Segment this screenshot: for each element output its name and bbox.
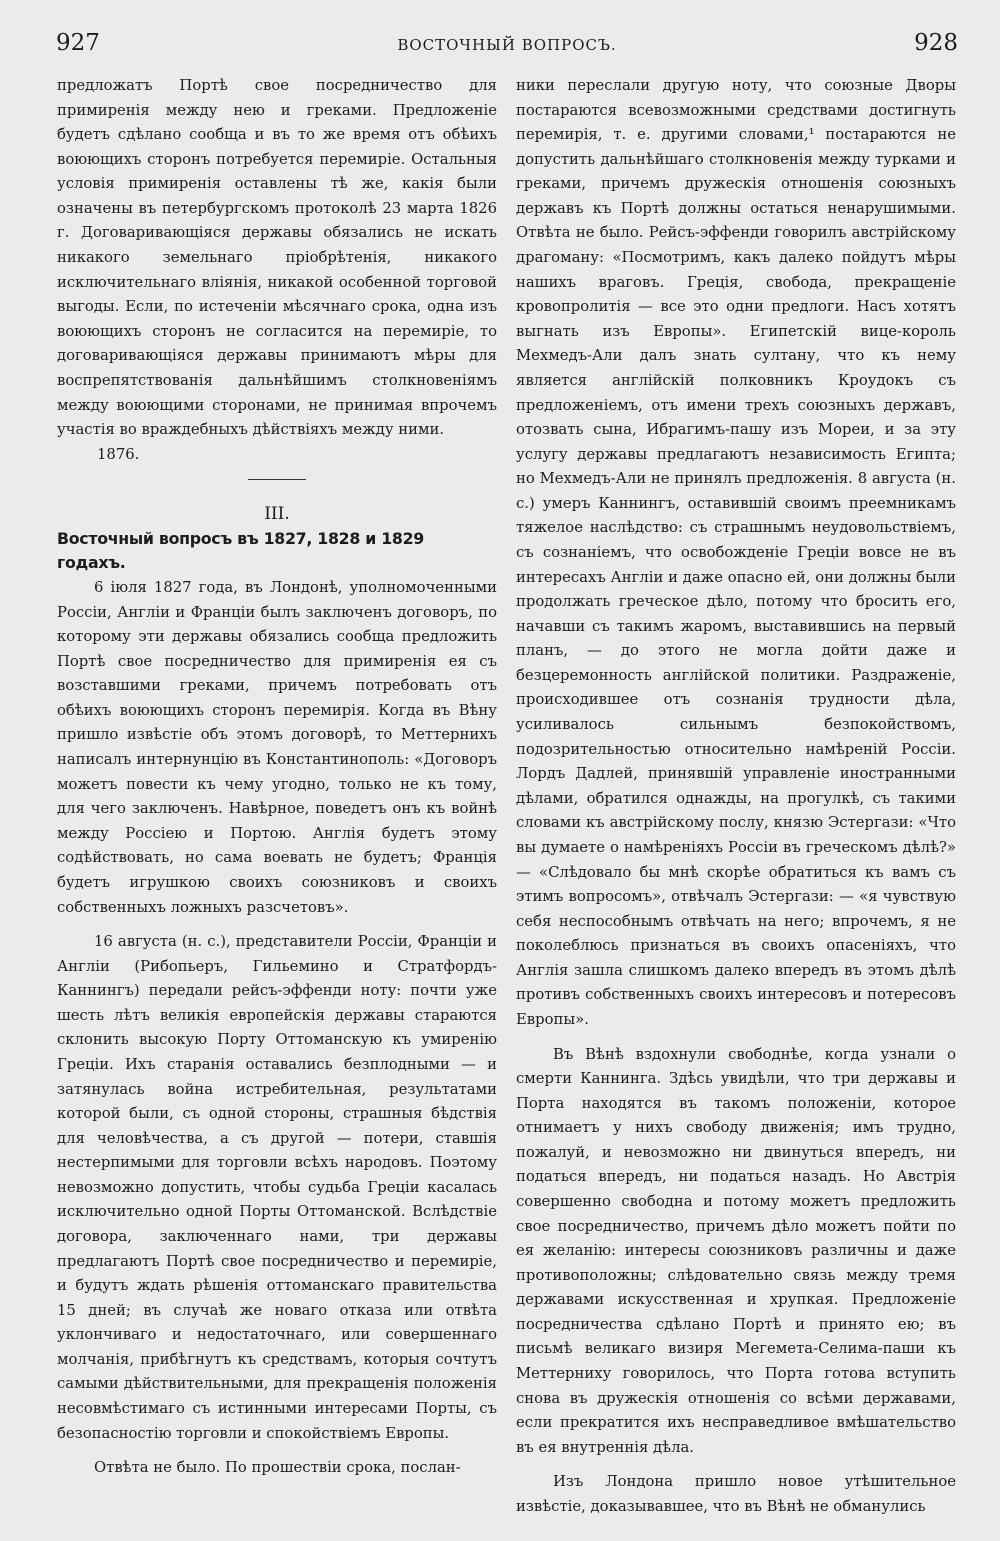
separator-rule <box>248 479 306 480</box>
left-column <box>57 74 497 1481</box>
paragraph: предложатъ Портѣ свое посредничество для примиренія между нею и греками. Предложеніе будетъ сдѣлано сообща и въ то же время отъ обѣихъ воюющихъ сторонъ потребуется перемиріе. Остальныя условія примиренія оставлены тѣ же, какія были означены въ петербургскомъ протоколѣ 23 марта 1826 г. Договаривающіяся державы обязались не искать никакого земельнаго пріобрѣтенія, никакого исключительнаго вліянія, никакой особенной торговой выгоды. Если, по истеченіи мѣсячнаго срока, одна изъ воюющихъ сторонъ не согласится на перемиріе, то договаривающіяся державы принимаютъ мѣры для воспрепятствованія дальнѣйшимъ столкновеніямъ между воюющими сторонами, не принимая впрочемъ участія во враждебныхъ дѣйствіяхъ между ними. <box>57 77 497 439</box>
running-title: ВОСТОЧНЫЙ ВОПРОСЪ. <box>397 36 617 54</box>
section-heading: Восточный вопросъ въ 1827, 1828 и 1829 годахъ. <box>57 528 424 573</box>
right-column <box>516 74 956 1520</box>
page-number-right: 928 <box>914 30 958 56</box>
paragraph: Въ Вѣнѣ вздохнули свободнѣе, когда узнали о смерти Каннинга. Здѣсь увидѣли, что три державы и Порта находятся въ такомъ положеніи, которое отнимаетъ у нихъ свободу движенія; имъ трудно, пожалуй, и невозможно ни двинуться впередъ, ни податься впередъ, ни податься назадъ. Но Австрія совершенно свободна и потому можетъ предложить свое посредничество, причемъ дѣло можетъ пойти по ея желанію: интересы союзниковъ различны и даже противоположны; слѣдовательно связь между тремя державами искусственная и хрупкая. Предложеніе посредничества сдѣлано Портѣ и принято ею; въ письмѣ великаго визиря Мегемета-Селима-паши къ Меттерниху говорилось, что Порта готова вступить снова въ дружескія отношенія со всѣми державами, если прекратится ихъ несправедливое вмѣшательство въ ея внутреннія дѣла. <box>516 1045 956 1456</box>
paragraph: ники переслали другую ноту, что союзные Дворы постараются всевозможными средствами достигнуть перемирія, т. е. другими словами,¹ постараются не допустить дальнѣйшаго столкновенія между турками и греками, причемъ дружескія отношенія союзныхъ державъ къ Портѣ должны остаться ненарушимыми. Отвѣта не было. Рейсъ-эффенди говорилъ австрійскому драгоману: «Посмотримъ, какъ далеко пойдутъ мѣры нашихъ враговъ. Греція, свобода, прекращеніе кровопролитія — все это одни предлоги. Насъ хотятъ выгнать изъ Европы». Египетскій вице-король Мехмедъ-Али далъ знать султану, что къ нему является англійскій полковникъ Кроудокъ съ предложеніемъ, отъ имени трехъ союзныхъ державъ, отозвать сына, Ибрагимъ-пашу изъ Мореи, и за эту услугу державы предлагаютъ независимость Египта; но Мехмедъ-Али не принялъ предложенія. 8 августа (н. с.) умеръ Каннингъ, оставившій своимъ преемникамъ тяжелое наслѣдство: съ страшнымъ неудовольствіемъ, съ сознаніемъ, что освобожденіе Греціи вовсе не въ интересахъ Англіи и даже опасно ей, они должны были продолжать греческое дѣло, потому что бросить его, начавши съ такимъ жаромъ, выставившись на первый планъ, — до этого не могла дойти даже и безцеремонность англійской политики. Раздраженіе, происходившее отъ сознанія трудности дѣла, усиливалось сильнымъ безпокойствомъ, подозрительностью относительно намѣреній Россіи. Лордъ Дадлей, принявшій управленіе иностранными дѣлами, обратился однажды, на прогулкѣ, съ такими словами къ австрійскому послу, князю Эстергази: «Что вы думаете о намѣреніяхъ Россіи въ греческомъ дѣлѣ?» — «Слѣдовало бы мнѣ скорѣе обратиться къ вамъ съ этимъ вопросомъ», отвѣчалъ Эстергази: — «я чувствую себя неспособнымъ отвѣчать на него; впрочемъ, я не поколеблюсь признаться въ своихъ опасеніяхъ, что Англія зашла слишкомъ далеко впередъ въ этомъ дѣлѣ противъ собственныхъ своихъ интересовъ и потересовъ Европы». <box>516 77 956 1028</box>
paragraph: 6 іюля 1827 года, въ Лондонѣ, уполномоченными Россіи, Англіи и Франціи былъ заключенъ договоръ, по которому эти державы обязались сообща предложить Портѣ свое посредничество для примиренія ея съ возставшими греками, причемъ потребовать отъ обѣихъ воюющихъ сторонъ перемирія. Когда въ Вѣну пришло извѣстіе объ этомъ договорѣ, то Меттернихъ написалъ интернунцію въ Константинополь: «Договоръ можетъ повести къ чему угодно, только не къ тому, для чего заключенъ. Навѣрное, поведетъ онъ къ войнѣ между Россіею и Портою. Англія будетъ этому содѣйствовать, но сама воевать не будетъ; Франція будетъ игрушкою своихъ союзниковъ и своихъ собственныхъ ложныхъ разсчетовъ». <box>57 578 497 916</box>
page-number-left: 927 <box>56 30 100 56</box>
year-signature: 1876. <box>97 445 140 463</box>
running-head <box>56 30 958 62</box>
section-number: III. <box>264 504 290 525</box>
paragraph: Изъ Лондона пришло новое утѣшительное извѣстіе, доказывавшее, что въ Вѣнѣ не обманулись <box>516 1473 956 1515</box>
paragraph: 16 августа (н. с.), представители Россіи, Франціи и Англіи (Рибопьеръ, Гильемино и Стратфордъ-Каннингъ) передали рейсъ-эффенди ноту: почти уже шесть лѣтъ великія европейскія державы стараются склонить высокую Порту Оттоманскую къ умиренію Греціи. Ихъ старанія оставались безплодными — и затянулась война истребительная, результатами которой были, съ одной стороны, страшныя бѣдствія для человѣчества, а съ другой — потери, ставшія нестерпимыми для торговли всѣхъ народовъ. Поэтому невозможно допустить, чтобы судьба Греціи касалась исключительно одной Порты Оттоманской. Вслѣдствіе договора, заключеннаго нами, три державы предлагаютъ Портѣ свое посредничество и перемиріе, и будутъ ждать рѣшенія оттоманскаго правительства 15 дней; въ случаѣ же новаго отказа или отвѣта уклончиваго и недостаточнаго, или совершеннаго молчанія, прибѣгнутъ къ средствамъ, которыя сочтутъ самыми дѣйствительными, для прекращенія положенія несовмѣстимаго съ истинными интересами Порты, съ безопасностію торговли и спокойствіемъ Европы. <box>57 933 497 1442</box>
paragraph: Отвѣта не было. По прошествіи срока, послан- <box>94 1459 461 1477</box>
